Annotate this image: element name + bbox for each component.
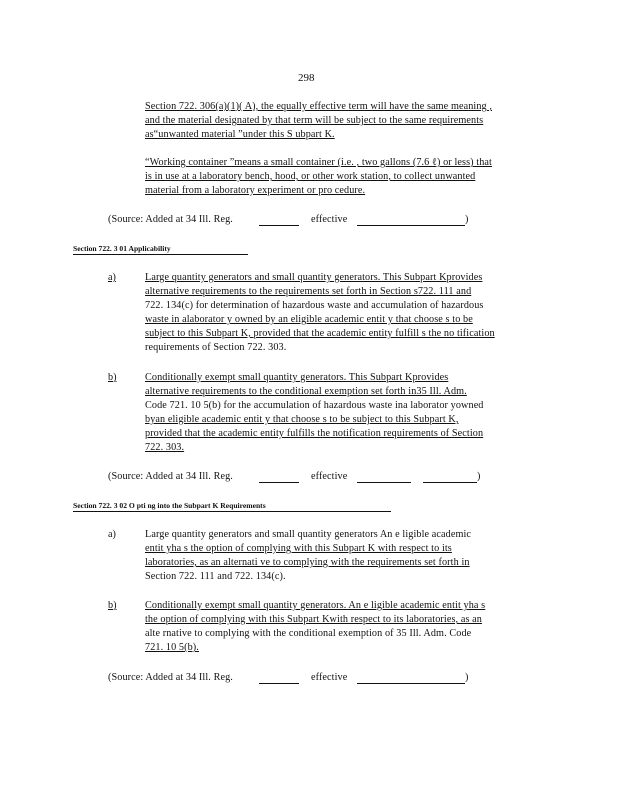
body-line: 721. 10 5(b). (145, 642, 199, 653)
body-line: the option of complying with this Subpart Kwith respect to its laboratories, as an (145, 614, 482, 625)
body-line: Section 722. 306(a)(1)( A), the equally effective term will have the same meaning , (145, 101, 493, 112)
body-line: alternative requirements to the conditional exemption set forth in35 Ill. Adm. (145, 386, 467, 397)
source-note: (Source: Added at 34 Ill. Reg. (108, 214, 233, 225)
heading-rule (73, 254, 248, 255)
body-line: “Working container ”means a small container (i.e. , two gallons (7.6 ℓ) or less) that (145, 157, 492, 168)
body-line: Large quantity generators and small quantity generators. This Subpart Kprovides (145, 272, 483, 283)
blank-line (259, 683, 299, 684)
source-effective-label: effective (311, 672, 348, 683)
body-line: Conditionally exempt small quantity generators. This Subpart Kprovides (145, 372, 449, 383)
body-line: and the material designated by that term will be subject to the same requirements (145, 115, 484, 126)
body-line: provided that the academic entity fulfills the notification requirements of Section (145, 428, 484, 439)
body-line: alternative requirements to the requirements set forth in Section s722. 111 and (145, 286, 472, 297)
body-line: entit yha s the option of complying with this Subpart K with respect to its (145, 543, 452, 554)
item-marker: b) (108, 372, 117, 383)
page-number: 298 (298, 72, 315, 84)
body-line: byan eligible academic entit y that choose s to be subject to this Subpart K, (145, 414, 459, 425)
source-effective-label: effective (311, 471, 348, 482)
body-line: is in use at a laboratory bench, hood, or other work station, to collect unwanted (145, 171, 476, 182)
source-note: (Source: Added at 34 Ill. Reg. (108, 471, 233, 482)
body-line: subject to this Subpart K, provided that the academic entity fulfill s the no tification (145, 328, 495, 339)
section-heading: Section 722. 3 02 O pti ng into the Subpart K Requirements (73, 501, 266, 510)
body-line: Section 722. 111 and 722. 134(c). (145, 571, 286, 582)
item-marker: a) (108, 529, 116, 540)
blank-line (259, 482, 299, 483)
item-marker: b) (108, 600, 117, 611)
source-effective-label: effective (311, 214, 348, 225)
body-line: Code 721. 10 5(b) for the accumulation of hazardous waste ina laborator yowned (145, 400, 484, 411)
body-line: Conditionally exempt small quantity generators. An e ligible academic entit yha s (145, 600, 486, 611)
source-close-paren: ) (477, 471, 481, 482)
source-close-paren: ) (465, 214, 469, 225)
body-line: waste in alaborator y owned by an eligible academic entit y that choose s to be (145, 314, 473, 325)
blank-line (357, 482, 411, 483)
body-line: laboratories, as an alternati ve to complying with the requirements set forth in (145, 557, 470, 568)
blank-line (259, 225, 299, 226)
blank-line (357, 683, 465, 684)
body-line: material from a laboratory experiment or pro cedure. (145, 185, 366, 196)
section-heading: Section 722. 3 01 Applicability (73, 244, 171, 253)
blank-line (357, 225, 465, 226)
body-line: as“unwanted material ”under this S ubpart K. (145, 129, 335, 140)
heading-rule (73, 511, 391, 512)
body-line: 722. 303. (145, 442, 185, 453)
body-line: alte rnative to complying with the conditional exemption of 35 Ill. Adm. Code (145, 628, 472, 639)
source-close-paren: ) (465, 672, 469, 683)
blank-line (423, 482, 477, 483)
body-line: 722. 134(c) for determination of hazardous waste and accumulation of hazardous (145, 300, 484, 311)
body-line: Large quantity generators and small quantity generators An e ligible academic (145, 529, 472, 540)
item-marker: a) (108, 272, 116, 283)
source-note: (Source: Added at 34 Ill. Reg. (108, 672, 233, 683)
body-line: requirements of Section 722. 303. (145, 342, 287, 353)
